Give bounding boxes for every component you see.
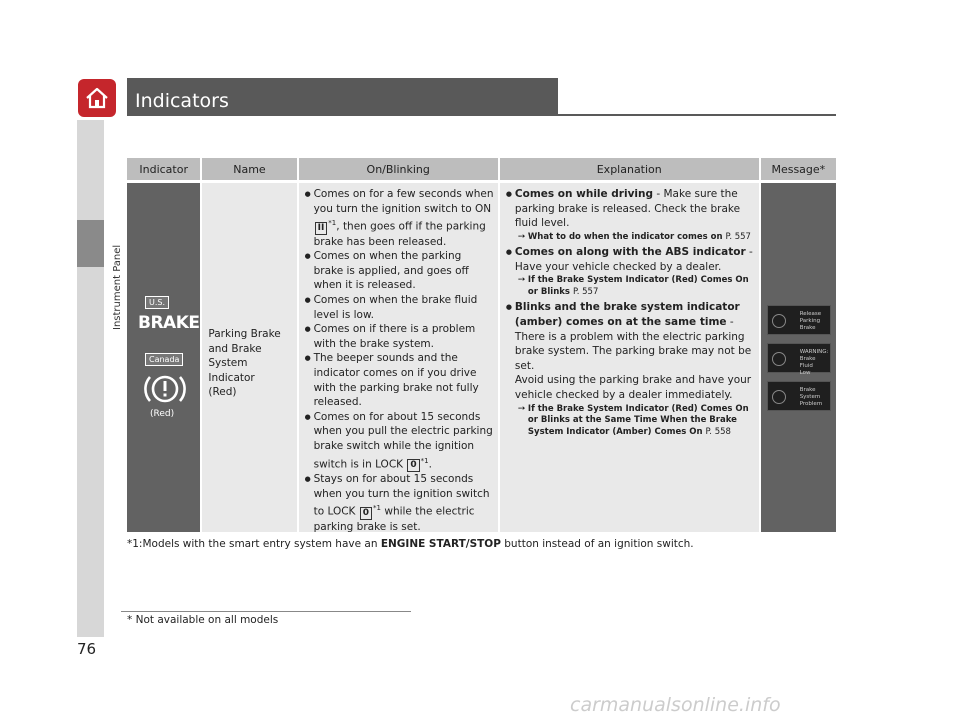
condition-text: - Make sure the parking brake is released. Check the brake fluid level. (514, 188, 741, 230)
name-line: (Red) (208, 386, 237, 399)
footnote-text: *1:Models with the smart entry system have an (127, 538, 381, 550)
explanation-item (506, 187, 755, 231)
brake-icon (772, 390, 786, 404)
indicator-color-label: (Red) (150, 409, 175, 419)
home-icon (84, 86, 110, 110)
list-item (305, 322, 494, 351)
reference-page: P. 557 (572, 286, 599, 297)
name-cell (202, 183, 296, 532)
side-nav-strip-lower (77, 267, 104, 637)
cross-reference-link[interactable] (506, 275, 755, 298)
list-item (506, 245, 755, 274)
item-text: Comes on for a few seconds when you turn the ignition switch to ON (313, 188, 494, 215)
message-cell (761, 183, 836, 532)
condition-title: Blinks and the brake system indicator (amber) comes on at the same time (514, 301, 740, 329)
item-text: Stays on for about 15 seconds when you turn the ignition switch to LOCK (313, 473, 490, 518)
header-indicator: Indicator (127, 158, 200, 180)
item-text-end: . (428, 458, 432, 471)
reference-page: P. 558 (705, 426, 731, 437)
list-item (506, 187, 755, 231)
reference-page: P. 557 (725, 231, 751, 242)
on-blinking-list (305, 187, 494, 534)
item-text: Comes on for about 15 seconds when you pull the electric parking brake switch while the ignition switch is in LOCK (313, 410, 493, 471)
footnote-text-end: button instead of an ignition switch. (500, 538, 694, 550)
page-title: Indicators (127, 78, 558, 114)
condition-title: Comes on while driving (514, 188, 654, 200)
title-divider (127, 114, 836, 116)
availability-note: * Not available on all models (127, 614, 279, 626)
home-button[interactable] (78, 79, 116, 117)
message-display (767, 381, 831, 411)
item-text: Comes on when the parking brake is applied, and goes off when it is released. (313, 250, 469, 292)
condition-extra: Avoid using the parking brake and have your vehicle checked by a dealer immediately. (514, 374, 752, 402)
item-text-end: while the electric parking brake is set. (313, 505, 475, 533)
condition-title: Comes on along with the ABS indicator (514, 246, 746, 259)
explanation-list (506, 187, 755, 438)
reference-title: What to do when the indicator comes on (527, 231, 723, 242)
explanation-item (506, 245, 755, 274)
table-header (127, 158, 836, 180)
on-blinking-cell (299, 183, 498, 532)
side-nav-current-tab[interactable] (77, 220, 104, 267)
footnote-ref: *1 (420, 456, 429, 465)
explanation-item (506, 300, 755, 402)
item-text: The beeper sounds and the indicator comes on if you drive with the parking brake not fully released. (313, 352, 479, 409)
item-text: Comes on when the brake fluid level is low. (313, 294, 478, 321)
page-number: 76 (77, 640, 97, 658)
header-name: Name (202, 158, 296, 180)
brake-icon (772, 314, 786, 328)
reference-title: If the Brake System Indicator (Red) Comes On or Blinks (527, 275, 749, 297)
cross-reference-link[interactable] (506, 232, 755, 244)
footnote-bold: ENGINE START/STOP (380, 538, 501, 550)
ignition-position-key: 0 (407, 459, 419, 472)
condition-text: - There is a problem with the electric parking brake system. The parking brake may not be set. (514, 316, 752, 372)
ignition-position-key: 0 (360, 507, 372, 520)
item-text: Comes on if there is a problem with the brake system. (313, 323, 476, 350)
header-explanation: Explanation (500, 158, 759, 180)
arrow-icon: ➙ (517, 231, 526, 242)
brake-indicator-icon: BRAKE (138, 313, 200, 333)
list-item (305, 472, 494, 534)
list-item (506, 300, 755, 402)
ignition-position-key: II (315, 222, 328, 235)
brake-warning-icon (142, 369, 188, 409)
footer-divider (121, 611, 411, 612)
header-message: Message* (761, 158, 836, 180)
canada-badge: Canada (145, 353, 183, 366)
list-item (305, 249, 494, 293)
section-label: Instrument Panel (112, 244, 123, 330)
footnote-ref: *1 (373, 504, 382, 513)
table-row (127, 183, 836, 532)
name-line: Parking Brake (208, 328, 281, 340)
message-text: Release Parking Brake (799, 311, 822, 331)
condition-text: - Have your vehicle checked by a dealer. (514, 246, 753, 273)
indicator-cell (127, 183, 200, 532)
brake-icon (772, 352, 786, 366)
arrow-icon: ➙ (517, 403, 526, 414)
reference-title: If the Brake System Indicator (Red) Comes On or Blinks at the Same Time When the Brake System Indicator (Amber) Comes On (527, 403, 749, 437)
list-item (305, 187, 494, 249)
item-text-end: , then goes off if the parking brake has been released. (313, 220, 486, 248)
list-item (305, 410, 494, 472)
list-item (305, 351, 494, 409)
name-line: System Indicator (208, 357, 255, 384)
message-text: WARNING: Brake Fluid Low (799, 349, 829, 376)
message-text: Brake System Problem (799, 387, 823, 407)
footnote-ref: *1 (328, 219, 337, 228)
explanation-cell (500, 183, 759, 532)
side-nav-strip (77, 120, 104, 220)
message-display (767, 343, 831, 376)
message-display (767, 305, 831, 335)
arrow-icon: ➙ (517, 275, 526, 286)
list-item (305, 293, 494, 322)
header-on-blinking: On/Blinking (299, 158, 498, 180)
footnote (127, 538, 694, 550)
cross-reference-link[interactable] (506, 404, 755, 439)
us-badge: U.S. (145, 296, 169, 309)
name-line: and Brake (208, 342, 262, 355)
watermark: carmanualsonline.info (570, 694, 781, 716)
